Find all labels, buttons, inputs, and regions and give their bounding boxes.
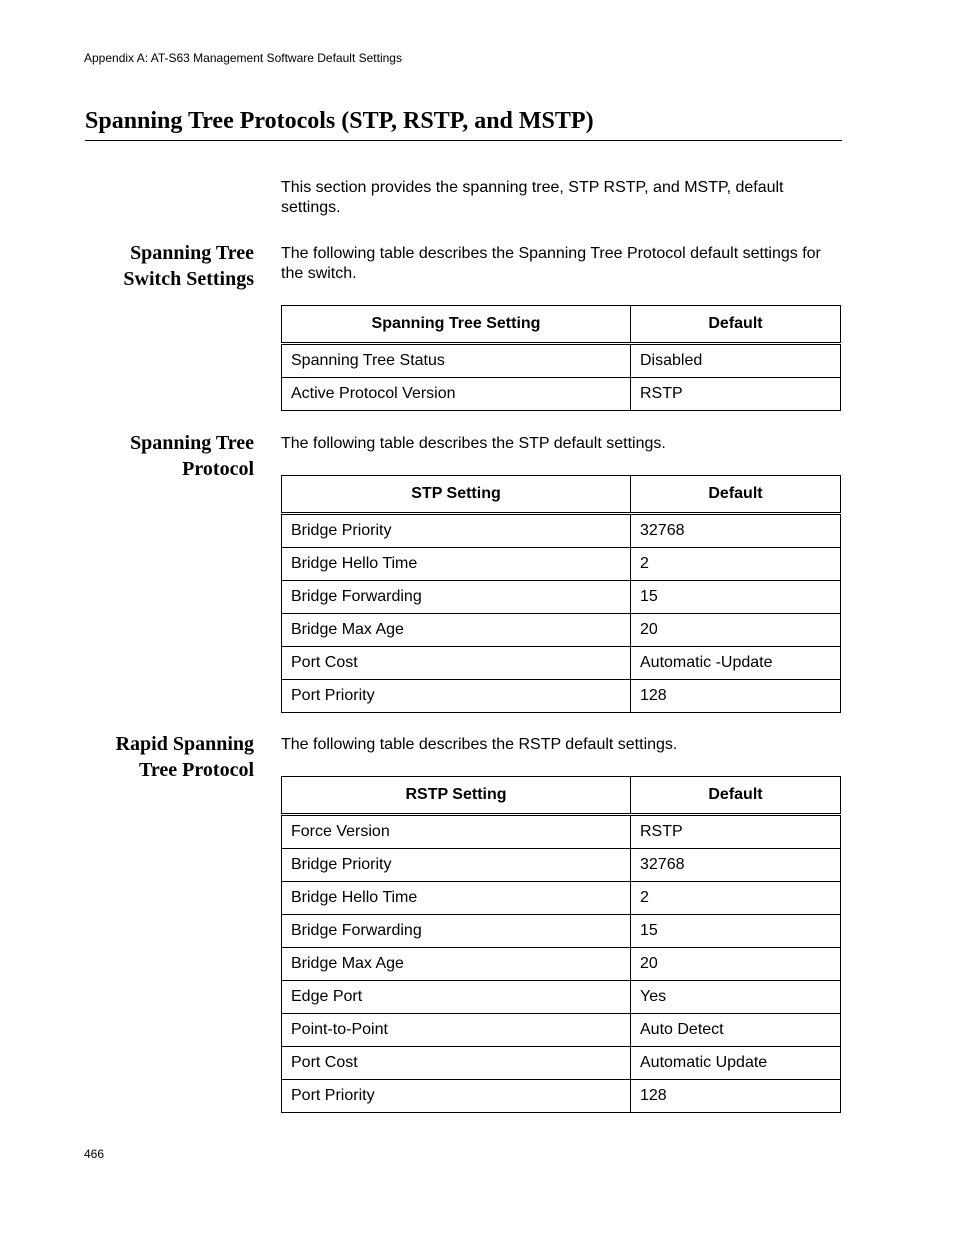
default-cell: Automatic -Update (631, 647, 841, 680)
section-description: The following table describes the RSTP default settings. (281, 736, 678, 753)
column-header: Default (631, 777, 841, 815)
default-cell: 32768 (631, 849, 841, 882)
default-cell: Auto Detect (631, 1014, 841, 1047)
page-number: 466 (84, 1147, 105, 1161)
setting-cell: Bridge Hello Time (282, 548, 631, 581)
default-cell: 15 (631, 581, 841, 614)
setting-cell: Bridge Hello Time (282, 882, 631, 915)
table-header-row (282, 306, 841, 344)
column-header: RSTP Setting (282, 777, 631, 815)
column-header: Spanning Tree Setting (282, 306, 631, 344)
table-row (282, 915, 841, 948)
heading-line: Protocol (182, 458, 254, 480)
table-header-row (282, 476, 841, 514)
table-row (282, 581, 841, 614)
default-cell: 2 (631, 882, 841, 915)
setting-cell: Port Priority (282, 680, 631, 713)
switch-settings-table (281, 305, 841, 411)
default-cell: 15 (631, 915, 841, 948)
rstp-settings-table (281, 776, 841, 1113)
column-header: Default (631, 476, 841, 514)
table-row (282, 1014, 841, 1047)
section-heading-rstp (54, 731, 254, 783)
heading-line: Rapid Spanning (115, 733, 254, 755)
setting-cell: Edge Port (282, 981, 631, 1014)
table-row (282, 614, 841, 647)
setting-cell: Bridge Forwarding (282, 581, 631, 614)
table-row (282, 1047, 841, 1080)
table-row (282, 815, 841, 849)
stp-settings-table (281, 475, 841, 713)
setting-cell: Bridge Max Age (282, 614, 631, 647)
setting-cell: Bridge Max Age (282, 948, 631, 981)
intro-paragraph: This section provides the spanning tree, STP RSTP, and MSTP, default settings. (281, 179, 784, 216)
setting-cell: Port Cost (282, 647, 631, 680)
setting-cell: Bridge Forwarding (282, 915, 631, 948)
table-row (282, 849, 841, 882)
default-cell: RSTP (631, 378, 841, 411)
section-heading-switch-settings (54, 240, 254, 292)
default-cell: 128 (631, 680, 841, 713)
table-header-row (282, 777, 841, 815)
page-title: Spanning Tree Protocols (STP, RSTP, and MSTP) (85, 106, 842, 141)
section-heading-stp (54, 430, 254, 482)
table-row (282, 344, 841, 378)
heading-line: Spanning Tree (130, 432, 254, 454)
table-row (282, 514, 841, 548)
setting-cell: Spanning Tree Status (282, 344, 631, 378)
setting-cell: Bridge Priority (282, 514, 631, 548)
table-row (282, 548, 841, 581)
default-cell: 32768 (631, 514, 841, 548)
default-cell: 2 (631, 548, 841, 581)
table-row (282, 680, 841, 713)
setting-cell: Force Version (282, 815, 631, 849)
heading-line: Switch Settings (123, 268, 254, 290)
table-row (282, 378, 841, 411)
default-cell: Automatic Update (631, 1047, 841, 1080)
default-cell: 20 (631, 948, 841, 981)
setting-cell: Bridge Priority (282, 849, 631, 882)
section-description: The following table describes the STP default settings. (281, 435, 666, 452)
heading-line: Tree Protocol (139, 759, 254, 781)
section-description: The following table describes the Spanning Tree Protocol default settings for the switch. (281, 245, 821, 282)
column-header: STP Setting (282, 476, 631, 514)
setting-cell: Port Priority (282, 1080, 631, 1113)
default-cell: RSTP (631, 815, 841, 849)
setting-cell: Point-to-Point (282, 1014, 631, 1047)
default-cell: Yes (631, 981, 841, 1014)
column-header: Default (631, 306, 841, 344)
setting-cell: Port Cost (282, 1047, 631, 1080)
default-cell: Disabled (631, 344, 841, 378)
default-cell: 128 (631, 1080, 841, 1113)
table-row (282, 948, 841, 981)
heading-line: Spanning Tree (130, 242, 254, 264)
table-row (282, 882, 841, 915)
table-row (282, 1080, 841, 1113)
default-cell: 20 (631, 614, 841, 647)
setting-cell: Active Protocol Version (282, 378, 631, 411)
table-row (282, 981, 841, 1014)
table-row (282, 647, 841, 680)
running-header: Appendix A: AT-S63 Management Software Default Settings (84, 51, 402, 65)
